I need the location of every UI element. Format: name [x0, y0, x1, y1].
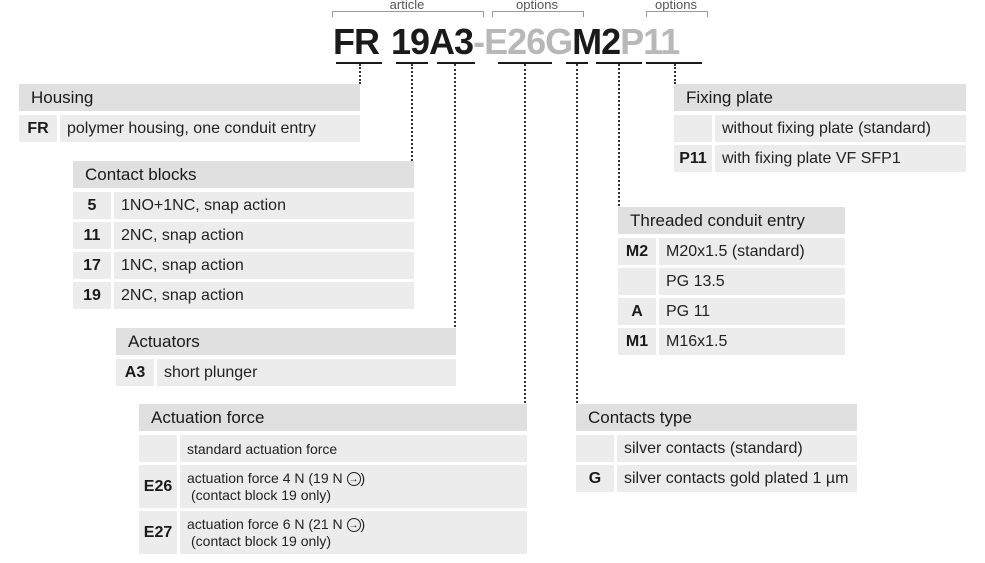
threaded-entry-title: Threaded conduit entry	[630, 211, 805, 230]
option-code: M2	[618, 238, 656, 265]
article-label: article	[389, 0, 425, 12]
code-g: G	[545, 21, 573, 62]
code-m2: M2	[572, 21, 621, 62]
contact-block-row-17	[73, 252, 414, 279]
connector-fr	[359, 64, 361, 84]
option-code: M1	[618, 328, 656, 355]
actuators-header	[116, 328, 456, 355]
option-code: A3	[116, 359, 154, 386]
option-description: 1NO+1NC, snap action	[114, 192, 414, 219]
threaded-entry-row-a	[618, 298, 845, 325]
connector-19	[411, 64, 413, 161]
option-code: FR	[19, 115, 57, 142]
housing-row-fr	[19, 115, 360, 142]
actuation-force-title: Actuation force	[151, 408, 265, 427]
actuation-force-row-standard	[139, 435, 527, 462]
connector-g	[576, 64, 578, 403]
option-code: G	[576, 465, 614, 492]
actuation-force-header	[139, 404, 527, 431]
option-code: A	[618, 298, 656, 325]
contact-block-row-19	[73, 282, 414, 309]
option-code	[674, 115, 712, 142]
code-fr: FR	[333, 21, 379, 62]
option-code: 19	[73, 282, 111, 309]
option-description: silver contacts gold plated 1 µm	[617, 465, 857, 492]
connector-p11	[674, 64, 676, 84]
contact-block-row-5	[73, 192, 414, 219]
option-description: M16x1.5	[659, 328, 845, 355]
option-description: 2NC, snap action	[114, 222, 414, 249]
option-description: PG 11	[659, 298, 845, 325]
option-code: 17	[73, 252, 111, 279]
code-19: 19	[391, 21, 430, 62]
threaded-entry-row-m2	[618, 238, 845, 265]
close-paren: )	[360, 515, 366, 532]
description-line-1: actuation force 4 N (19 N	[187, 469, 343, 486]
fixing-plate-row-standard	[674, 115, 966, 142]
threaded-entry-row-pg135	[618, 268, 845, 295]
option-code: 11	[73, 222, 111, 249]
options-bracket-2	[646, 11, 708, 17]
product-code	[333, 20, 379, 64]
option-description: 1NC, snap action	[114, 252, 414, 279]
fixing-plate-header	[674, 84, 966, 111]
connector-m2	[618, 64, 620, 206]
contact-block-row-11	[73, 222, 414, 249]
option-description: 2NC, snap action	[114, 282, 414, 309]
option-code: P11	[674, 145, 712, 172]
option-description: PG 13.5	[659, 268, 845, 295]
underline-a3	[437, 62, 475, 64]
actuation-force-row-e27	[139, 511, 527, 554]
description-line-1: actuation force 6 N (21 N	[187, 515, 343, 532]
contacts-type-row-standard	[576, 435, 857, 462]
options-bracket	[492, 11, 584, 17]
option-code: E26	[139, 465, 177, 508]
product-code-19	[391, 20, 679, 64]
contacts-type-header	[576, 404, 857, 431]
options-label: options	[516, 0, 558, 12]
description-line-2: (contact block 19 only)	[191, 532, 332, 549]
contacts-type-row-g	[576, 465, 857, 492]
arrow-circle-icon: →	[348, 473, 359, 485]
option-description	[180, 511, 527, 554]
arrow-circle-icon: →	[348, 519, 359, 531]
option-description: M20x1.5 (standard)	[659, 238, 845, 265]
code-a3: A3	[429, 21, 474, 62]
option-code	[576, 435, 614, 462]
connector-a3	[454, 64, 456, 327]
article-bracket	[332, 11, 484, 17]
option-description: without fixing plate (standard)	[715, 115, 966, 142]
housing-title: Housing	[31, 88, 94, 107]
options-label-2: options	[655, 0, 697, 12]
option-description: polymer housing, one conduit entry	[60, 115, 360, 142]
actuation-force-row-e26	[139, 465, 527, 508]
fixing-plate-title: Fixing plate	[686, 88, 773, 107]
option-description	[180, 465, 527, 508]
code-p11: P11	[620, 21, 680, 62]
contact-blocks-header	[73, 161, 414, 188]
description-line-2: (contact block 19 only)	[191, 486, 332, 503]
code-e26: -E26	[473, 21, 546, 62]
contact-blocks-title: Contact blocks	[85, 165, 197, 184]
option-code	[139, 435, 177, 462]
option-code	[618, 268, 656, 295]
contacts-type-title: Contacts type	[588, 408, 692, 427]
housing-header	[19, 84, 360, 111]
option-code: E27	[139, 511, 177, 554]
threaded-entry-header	[618, 207, 845, 234]
option-description: standard actuation force	[180, 435, 527, 462]
close-paren: )	[360, 469, 366, 486]
connector-e26	[524, 64, 526, 403]
option-description: silver contacts (standard)	[617, 435, 857, 462]
threaded-entry-row-m1	[618, 328, 845, 355]
fixing-plate-row-p11	[674, 145, 966, 172]
option-code: 5	[73, 192, 111, 219]
actuators-title: Actuators	[128, 332, 200, 351]
option-description: with fixing plate VF SFP1	[715, 145, 966, 172]
option-description: short plunger	[157, 359, 456, 386]
actuator-row-a3	[116, 359, 456, 386]
